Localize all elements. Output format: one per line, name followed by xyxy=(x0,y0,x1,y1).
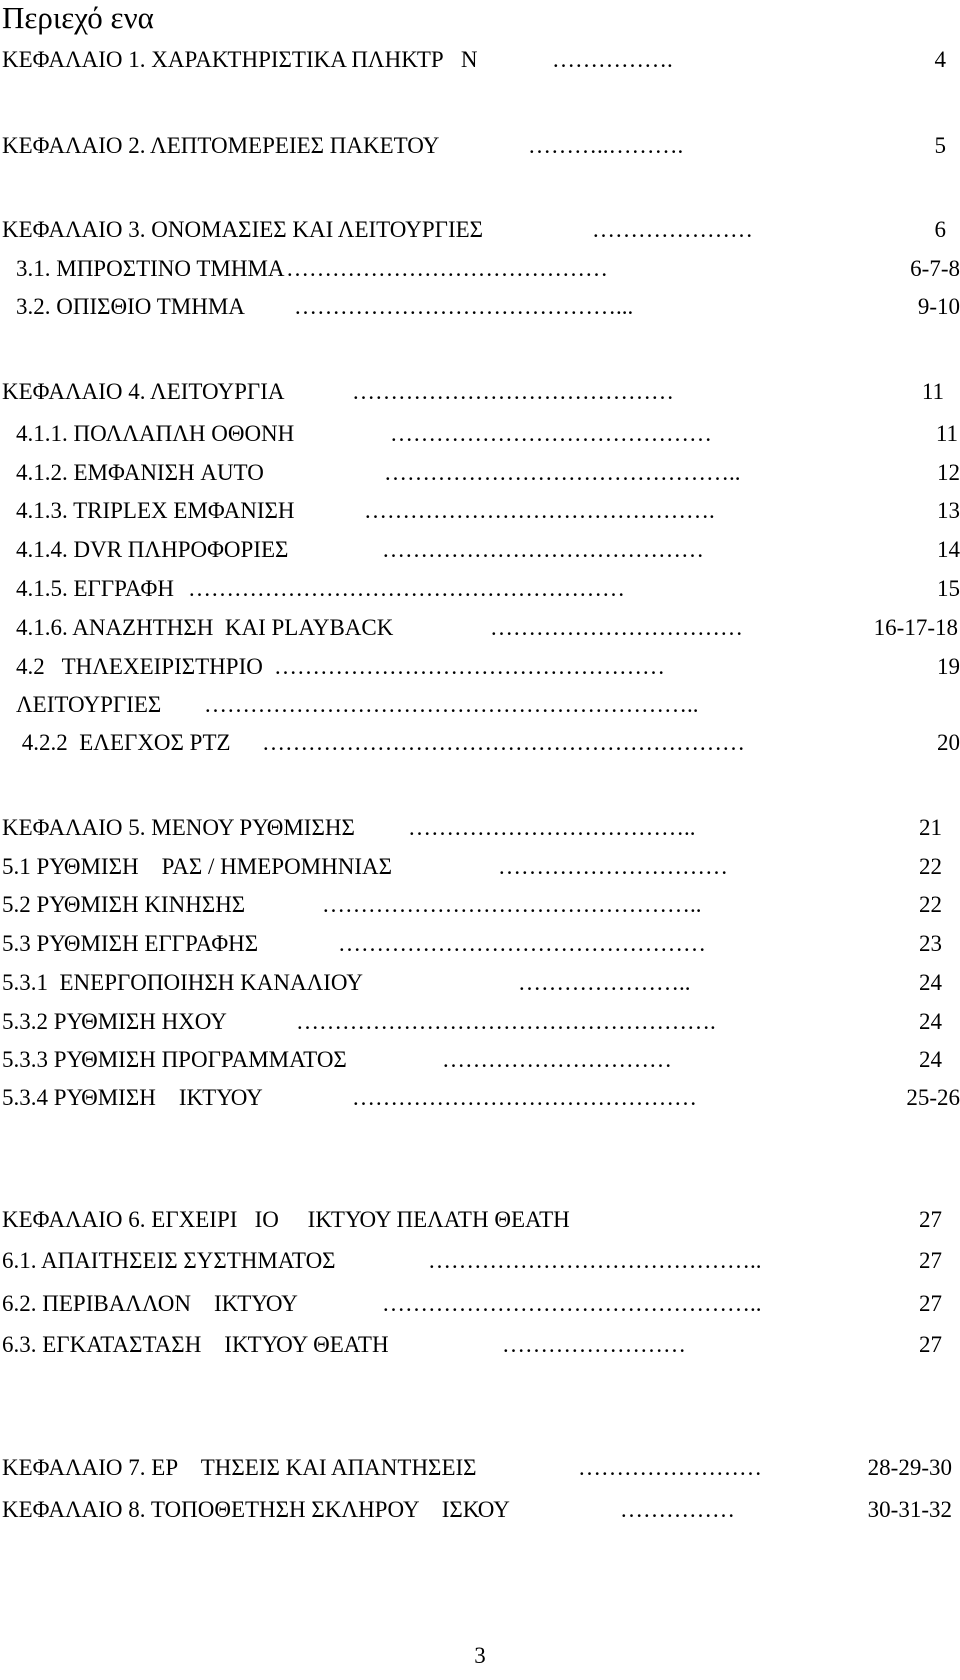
toc-leader-dots: …………………… xyxy=(502,1332,686,1357)
toc-entry-4-1-6 xyxy=(16,614,960,642)
toc-leader-dots: ……………………………….. xyxy=(408,815,696,840)
toc-entry-ch1 xyxy=(2,46,960,74)
toc-entry-text: 4.1.1. ΠΟΛΛΑΠΛΗ ΟΘΟΝΗ xyxy=(16,421,295,446)
toc-entry-text: 4.1.3. TRIPLEX ΕΜΦΑΝΙΣΗ xyxy=(16,498,295,523)
toc-entry-ch4 xyxy=(2,378,960,406)
toc-entry-text: 4.1.6. ΑΝΑΖΗΤΗΣΗ ΚΑΙ PLAYBACK xyxy=(16,615,394,640)
toc-leader-dots: …………………………………… xyxy=(352,379,674,404)
toc-leader-dots: …………………………………………… xyxy=(274,654,665,679)
toc-entry-5-3-1 xyxy=(2,969,960,997)
toc-leader-dots: …………………………………….. xyxy=(428,1248,762,1273)
toc-page-number: 4 xyxy=(934,47,946,72)
toc-entry-ch3 xyxy=(2,216,960,244)
toc-leader-dots: ………………….. xyxy=(518,970,691,995)
toc-page-number: 12 xyxy=(937,460,960,485)
toc-entry-text: 5.3.1 ΕΝΕΡΓΟΠΟΙΗΣΗ ΚΑΝΑΛΙΟΥ xyxy=(2,970,363,995)
toc-page-number: 11 xyxy=(935,421,958,446)
toc-leader-dots: ………………………………………….. xyxy=(382,1291,762,1316)
toc-entry-5-3-2 xyxy=(2,1008,960,1036)
toc-leader-dots: ………………………… xyxy=(498,854,728,879)
toc-leader-dots: ………………………………………………. xyxy=(296,1009,716,1034)
toc-leader-dots: ……………………………………………………….. xyxy=(204,692,699,717)
toc-entry-text: 6.1. ΑΠΑΙΤΗΣΕΙΣ ΣΥΣΤΗΜΑΤΟΣ xyxy=(2,1248,336,1273)
toc-leader-dots: ………………………… xyxy=(442,1047,672,1072)
toc-page-number: 13 xyxy=(937,498,960,523)
toc-entry-text: 4.1.4. DVR ΠΛΗΡΟΦΟΡΙΕΣ xyxy=(16,537,289,562)
toc-entry-4-2-2 xyxy=(16,729,960,757)
toc-leader-dots: ……………………………………... xyxy=(294,294,634,319)
toc-entry-text: 4.1.5. ΕΓΓΡΑΦΗ xyxy=(16,576,174,601)
toc-entry-text: ΚΕΦΑΛΑΙΟ 4. ΛΕΙΤΟΥΡΓΙΑ xyxy=(2,379,285,404)
toc-entry-text: 4.2 ΤΗΛΕΧΕΙΡΙΣΤΗΡΙΟ xyxy=(16,654,263,679)
page-footer-number: 3 xyxy=(474,1643,486,1668)
toc-page-number: 9-10 xyxy=(917,294,960,319)
toc-entry-text: 4.2.2 ΕΛΕΓΧΟΣ PTZ xyxy=(16,730,231,755)
toc-page-number: 27 xyxy=(919,1207,942,1232)
toc-entry-text: ΚΕΦΑΛΑΙΟ 8. ΤΟΠΟΘΕΤΗΣΗ ΣΚΛΗΡΟΥ ΙΣΚΟΥ xyxy=(2,1497,510,1522)
toc-entry-text: ΛΕΙΤΟΥΡΓΙΕΣ xyxy=(16,692,162,717)
toc-entry-6-2 xyxy=(2,1290,960,1318)
toc-entry-text: ΚΕΦΑΛΑΙΟ 2. ΛΕΠΤΟΜΕΡΕΙΕΣ ΠΑΚΕΤΟΥ xyxy=(2,133,440,158)
toc-entry-text: ΚΕΦΑΛΑΙΟ 5. ΜΕΝΟΥ ΡΥΘΜΙΣΗΣ xyxy=(2,815,355,840)
toc-leader-dots: ………………… xyxy=(592,217,753,242)
toc-entry-text: 5.3.3 ΡΥΘΜΙΣΗ ΠΡΟΓΡΑΜΜΑΤΟΣ xyxy=(2,1047,347,1072)
toc-entry-ch8 xyxy=(2,1496,960,1524)
toc-page-number: 14 xyxy=(937,537,960,562)
toc-entry-5-2 xyxy=(2,891,960,919)
toc-page-number: 27 xyxy=(919,1291,942,1316)
toc-entry-text: ΚΕΦΑΛΑΙΟ 3. ΟΝΟΜΑΣΙΕΣ ΚΑΙ ΛΕΙΤΟΥΡΓΙΕΣ xyxy=(2,217,484,242)
toc-leader-dots: ………………………………………………… xyxy=(188,576,625,601)
toc-page-number: 21 xyxy=(919,815,942,840)
toc-leader-dots: ………………………………………. xyxy=(364,498,715,523)
toc-page-number: 6 xyxy=(934,217,946,242)
toc-entry-text: 5.1 ΡΥΘΜΙΣΗ ΡΑΣ / ΗΜΕΡΟΜΗΝΙΑΣ xyxy=(2,854,393,879)
toc-page-number: 5 xyxy=(934,133,946,158)
toc-page-number: 16-17-18 xyxy=(873,615,958,640)
toc-entry-4-1-1 xyxy=(16,420,960,448)
toc-leader-dots: …………………………………… xyxy=(286,256,608,281)
toc-leader-dots: …………………………… xyxy=(490,615,743,640)
toc-leader-dots: ………………………………………….. xyxy=(322,892,702,917)
toc-entry-text: 5.3.2 ΡΥΘΜΙΣΗ ΗΧΟΥ xyxy=(2,1009,227,1034)
toc-leader-dots: ……………………………………….. xyxy=(384,460,741,485)
page-title: Περιεχό ενα xyxy=(2,0,154,35)
toc-entry-text: 5.3.4 ΡΥΘΜΙΣΗ ΙΚΤΥΟΥ xyxy=(2,1085,263,1110)
toc-page-number: 24 xyxy=(919,1009,942,1034)
toc-page-number: 23 xyxy=(919,931,942,956)
toc-leader-dots: …………… xyxy=(620,1497,735,1522)
toc-page-number: 22 xyxy=(919,854,942,879)
toc-entry-text: 3.1. ΜΠΡΟΣΤΙΝΟ ΤΜΗΜΑ xyxy=(16,256,285,281)
toc-entry-6-1 xyxy=(2,1247,960,1275)
toc-page-number: 19 xyxy=(937,654,960,679)
toc-entry-4-1-5 xyxy=(16,575,960,603)
toc-entry-3-1 xyxy=(16,255,960,283)
toc-entry-4-2 xyxy=(16,653,960,681)
toc-entry-text: 6.2. ΠΕΡΙΒΑΛΛΟΝ ΙΚΤΥΟΥ xyxy=(2,1291,298,1316)
toc-page-number: 27 xyxy=(919,1332,942,1357)
toc-page-number: 24 xyxy=(919,970,942,995)
toc-page-number: 24 xyxy=(919,1047,942,1072)
toc-entry-4-1-4 xyxy=(16,536,960,564)
toc-entry-5-3 xyxy=(2,930,960,958)
toc-entry-functions xyxy=(16,691,960,719)
toc-entry-4-1-2 xyxy=(16,459,960,487)
toc-page-number: 25-26 xyxy=(906,1085,960,1110)
toc-leader-dots: ……………………………………………………… xyxy=(262,730,745,755)
toc-page-number: 30-31-32 xyxy=(867,1497,952,1522)
toc-entry-5-1 xyxy=(2,853,960,881)
toc-page-number: 6-7-8 xyxy=(910,256,960,281)
toc-entry-text: 3.2. ΟΠΙΣΘΙΟ ΤΜΗΜΑ xyxy=(16,294,245,319)
toc-page-number: 15 xyxy=(937,576,960,601)
toc-leader-dots: …………………… xyxy=(578,1455,762,1480)
toc-entry-text: ΚΕΦΑΛΑΙΟ 1. ΧΑΡΑΚΤΗΡΙΣΤΙΚΑ ΠΛΗΚΤΡ Ν xyxy=(2,47,478,72)
toc-entry-text: 4.1.2. ΕΜΦΑΝΙΣΗ AUTO xyxy=(16,460,264,485)
toc-entry-ch6 xyxy=(2,1206,960,1234)
toc-entry-5-3-4 xyxy=(2,1084,960,1112)
toc-leader-dots: …………………………………… xyxy=(390,421,712,446)
toc-entry-5-3-3 xyxy=(2,1046,960,1074)
toc-entry-3-2 xyxy=(16,293,960,321)
toc-leader-dots: ……………. xyxy=(552,47,673,72)
toc-leader-dots: ………………………………………… xyxy=(338,931,706,956)
toc-entry-text: ΚΕΦΑΛΑΙΟ 7. ΕΡ ΤΗΣΕΙΣ ΚΑΙ ΑΠΑΝΤΗΣΕΙΣ xyxy=(2,1455,477,1480)
toc-entry-4-1-3 xyxy=(16,497,960,525)
toc-entry-text: ΚΕΦΑΛΑΙΟ 6. ΕΓΧΕΙΡΙ ΙΟ ΙΚΤΥΟΥ ΠΕΛΑΤΗ ΘΕΑΤΗ xyxy=(2,1207,570,1232)
toc-leader-dots: …………………………………… xyxy=(382,537,704,562)
toc-entry-text: 5.3 ΡΥΘΜΙΣΗ ΕΓΓΡΑΦΗΣ xyxy=(2,931,259,956)
toc-entry-text: 5.2 ΡΥΘΜΙΣΗ ΚΙΝΗΣΗΣ xyxy=(2,892,246,917)
toc-page-number: 11 xyxy=(921,379,944,404)
toc-page-number: 22 xyxy=(919,892,942,917)
toc-entry-ch2 xyxy=(2,132,960,160)
toc-leader-dots: ……………………………………… xyxy=(352,1085,697,1110)
toc-leader-dots: ………..………. xyxy=(528,133,684,158)
toc-entry-ch7 xyxy=(2,1454,960,1482)
toc-page-number: 20 xyxy=(937,730,960,755)
toc-entry-6-3 xyxy=(2,1331,960,1359)
toc-page-number: 27 xyxy=(919,1248,942,1273)
toc-page-number: 28-29-30 xyxy=(867,1455,952,1480)
toc-entry-ch5 xyxy=(2,814,960,842)
toc-entry-text: 6.3. ΕΓΚΑΤΑΣΤΑΣΗ ΙΚΤΥΟΥ ΘΕΑΤΗ xyxy=(2,1332,389,1357)
